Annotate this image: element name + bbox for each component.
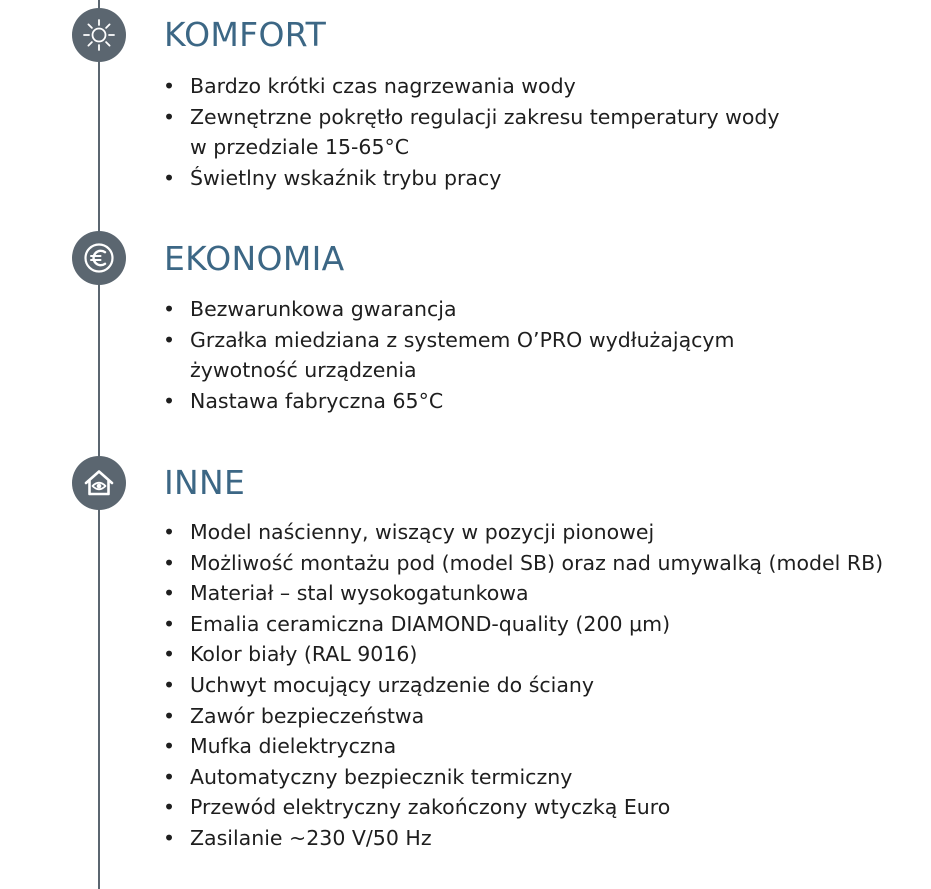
bullet: • bbox=[163, 703, 176, 728]
bullet: • bbox=[163, 734, 176, 759]
list-item bbox=[163, 731, 883, 762]
sun-icon bbox=[72, 8, 126, 62]
list-item bbox=[163, 386, 735, 417]
house-eye-icon bbox=[72, 456, 126, 510]
list-item bbox=[163, 639, 883, 670]
list-item bbox=[163, 325, 735, 386]
list-item-text: Zasilanie ~230 V/50 Hz bbox=[190, 825, 432, 850]
bullet: • bbox=[163, 74, 176, 98]
bullet: • bbox=[163, 611, 176, 636]
list-item-text: Świetlny wskaźnik trybu pracy bbox=[190, 165, 502, 190]
list-item-text: Mufka dielektryczna bbox=[190, 734, 397, 759]
bullet: • bbox=[163, 520, 176, 544]
list-item bbox=[163, 294, 735, 325]
list-item-text: Grzałka miedziana z systemem O’PRO wydłużającym bbox=[190, 327, 735, 352]
list-item-text: Przewód elektryczny zakończony wtyczką Euro bbox=[190, 795, 671, 820]
list-item-text: Bardzo krótki czas nagrzewania wody bbox=[190, 74, 576, 98]
list-item bbox=[163, 71, 780, 102]
list-item-text: Kolor biały (RAL 9016) bbox=[190, 642, 418, 667]
bullet: • bbox=[163, 672, 176, 697]
feature-list-inne bbox=[163, 517, 883, 854]
list-item bbox=[163, 517, 883, 548]
list-item-text-continued: żywotność urządzenia bbox=[190, 358, 417, 383]
bullet: • bbox=[163, 104, 176, 129]
section-title-komfort: KOMFORT bbox=[164, 15, 327, 54]
list-item bbox=[163, 578, 883, 609]
list-item bbox=[163, 792, 883, 823]
list-item-text: Automatyczny bezpiecznik termiczny bbox=[190, 764, 573, 789]
section-title-inne: INNE bbox=[164, 463, 246, 502]
bullet: • bbox=[163, 165, 176, 190]
bullet: • bbox=[163, 764, 176, 789]
bullet: • bbox=[163, 327, 176, 352]
list-item-text: Model naścienny, wiszący w pozycji pionowej bbox=[190, 520, 655, 544]
bullet: • bbox=[163, 550, 176, 575]
feature-list-komfort bbox=[163, 71, 780, 193]
list-item bbox=[163, 701, 883, 732]
list-item-text: Emalia ceramiczna DIAMOND-quality (200 μm) bbox=[190, 611, 671, 636]
list-item bbox=[163, 102, 780, 163]
list-item bbox=[163, 163, 780, 194]
bullet: • bbox=[163, 297, 176, 321]
list-item bbox=[163, 548, 883, 579]
timeline-line bbox=[98, 0, 100, 889]
list-item bbox=[163, 823, 883, 854]
list-item bbox=[163, 609, 883, 640]
list-item-text: Uchwyt mocujący urządzenie do ściany bbox=[190, 672, 595, 697]
bullet: • bbox=[163, 581, 176, 606]
list-item-text: Zawór bezpieczeństwa bbox=[190, 703, 425, 728]
bullet: • bbox=[163, 388, 176, 413]
list-item-text: Nastawa fabryczna 65°C bbox=[190, 388, 444, 413]
feature-list-ekonomia bbox=[163, 294, 735, 416]
bullet: • bbox=[163, 795, 176, 820]
list-item bbox=[163, 670, 883, 701]
bullet: • bbox=[163, 642, 176, 667]
list-item-text: Zewnętrzne pokrętło regulacji zakresu temperatury wody bbox=[190, 104, 780, 129]
section-title-ekonomia: EKONOMIA bbox=[164, 239, 345, 278]
list-item-text-continued: w przedziale 15-65°C bbox=[190, 135, 410, 160]
list-item-text: Materiał – stal wysokogatunkowa bbox=[190, 581, 529, 606]
list-item-text: Bezwarunkowa gwarancja bbox=[190, 297, 457, 321]
euro-icon bbox=[72, 231, 126, 285]
list-item-text: Możliwość montażu pod (model SB) oraz nad umywalką (model RB) bbox=[190, 550, 884, 575]
bullet: • bbox=[163, 825, 176, 850]
list-item bbox=[163, 762, 883, 793]
